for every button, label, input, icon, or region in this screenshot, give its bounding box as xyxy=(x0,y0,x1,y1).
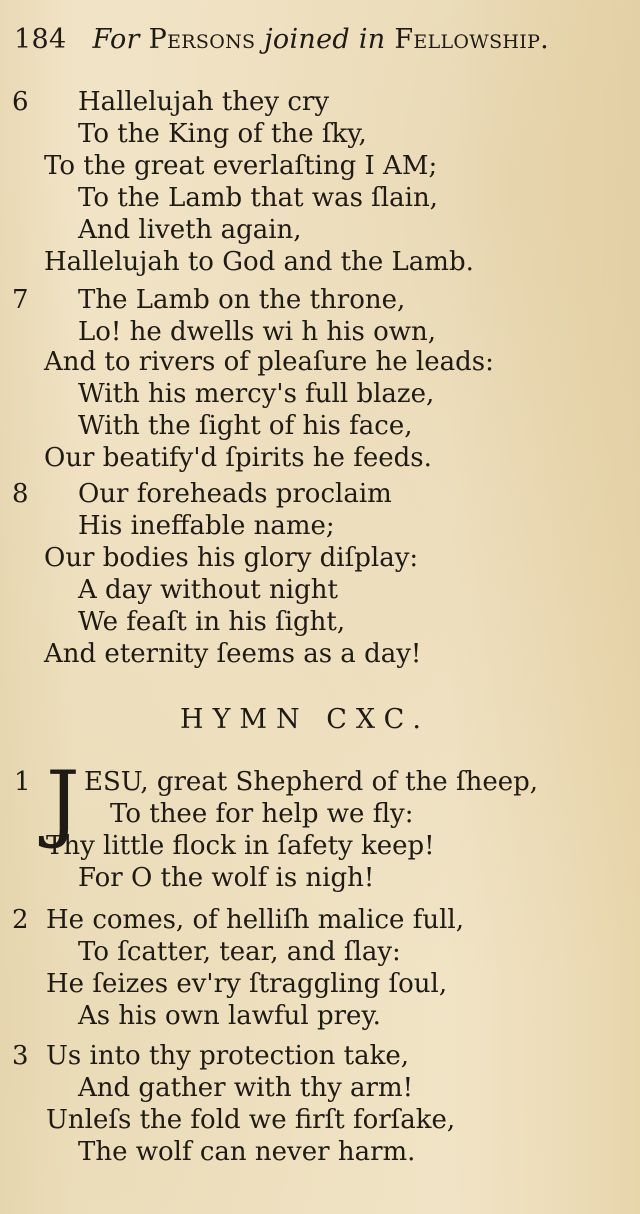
verse-line: To thee for help we fly: xyxy=(110,799,414,829)
running-head-for: For xyxy=(92,24,140,55)
verse-line: Thy little flock in ſafety keep! xyxy=(46,831,435,861)
page-number: 184 xyxy=(14,24,67,55)
verse-line: With the ſight of his face, xyxy=(78,411,413,441)
verse-line: ESU, great Shepherd of the ſheep, xyxy=(84,767,539,797)
running-head xyxy=(14,24,549,55)
verse-line: For O the wolf is nigh! xyxy=(78,863,375,893)
running-head-fellowship: Fellowship. xyxy=(394,24,550,55)
stanza-number: 8 xyxy=(12,479,29,509)
verse-line: Us into thy protection take, xyxy=(46,1041,409,1071)
verse-line: Lo! he dwells wi h his own, xyxy=(78,317,436,347)
verse-line: Our bodies his glory diſplay: xyxy=(44,543,419,573)
verse-line: Hallelujah to God and the Lamb. xyxy=(44,247,474,277)
running-head-joined-in: joined in xyxy=(264,24,386,55)
verse-line: And gather with thy arm! xyxy=(78,1073,414,1103)
verse-line: As his own lawful prey. xyxy=(78,1001,381,1031)
running-head-persons: Persons xyxy=(148,24,256,55)
verse-line: He comes, of helliſh malice full, xyxy=(46,905,464,935)
verse-line: We feaſt in his ſight, xyxy=(78,607,346,637)
verse-line: To the King of the ſky, xyxy=(78,119,367,149)
verse-line: And liveth again, xyxy=(78,215,302,245)
verse-line: With his mercy's full blaze, xyxy=(78,379,435,409)
drop-cap-letter: J xyxy=(46,753,80,851)
verse-line: The wolf can never harm. xyxy=(78,1137,416,1167)
hymn-title: HYMN CXC. xyxy=(180,704,430,735)
stanza-number: 2 xyxy=(12,905,29,935)
stanza-number: 1 xyxy=(14,767,31,797)
verse-line: And eternity ſeems as a day! xyxy=(44,639,422,669)
verse-line: Unleſs the fold we firſt forſake, xyxy=(46,1105,456,1135)
verse-line: Our foreheads proclaim xyxy=(78,479,392,509)
verse-line: Hallelujah they cry xyxy=(78,87,330,117)
verse-line: His ineffable name; xyxy=(78,511,335,541)
verse-line: Our beatify'd ſpirits he feeds. xyxy=(44,443,432,473)
stanza-number: 3 xyxy=(12,1041,29,1071)
stanza-number: 7 xyxy=(12,285,29,315)
stanza-number: 6 xyxy=(12,87,29,117)
verse-line: He ſeizes ev'ry ſtraggling ſoul, xyxy=(46,969,448,999)
verse-line: And to rivers of pleaſure he leads: xyxy=(44,347,494,377)
verse-line: To ſcatter, tear, and ſlay: xyxy=(78,937,401,967)
verse-line: A day without night xyxy=(78,575,338,605)
verse-line: To the Lamb that was ſlain, xyxy=(78,183,438,213)
verse-line: To the great everlaſting I AM; xyxy=(44,151,438,181)
verse-line: The Lamb on the throne, xyxy=(78,285,406,315)
